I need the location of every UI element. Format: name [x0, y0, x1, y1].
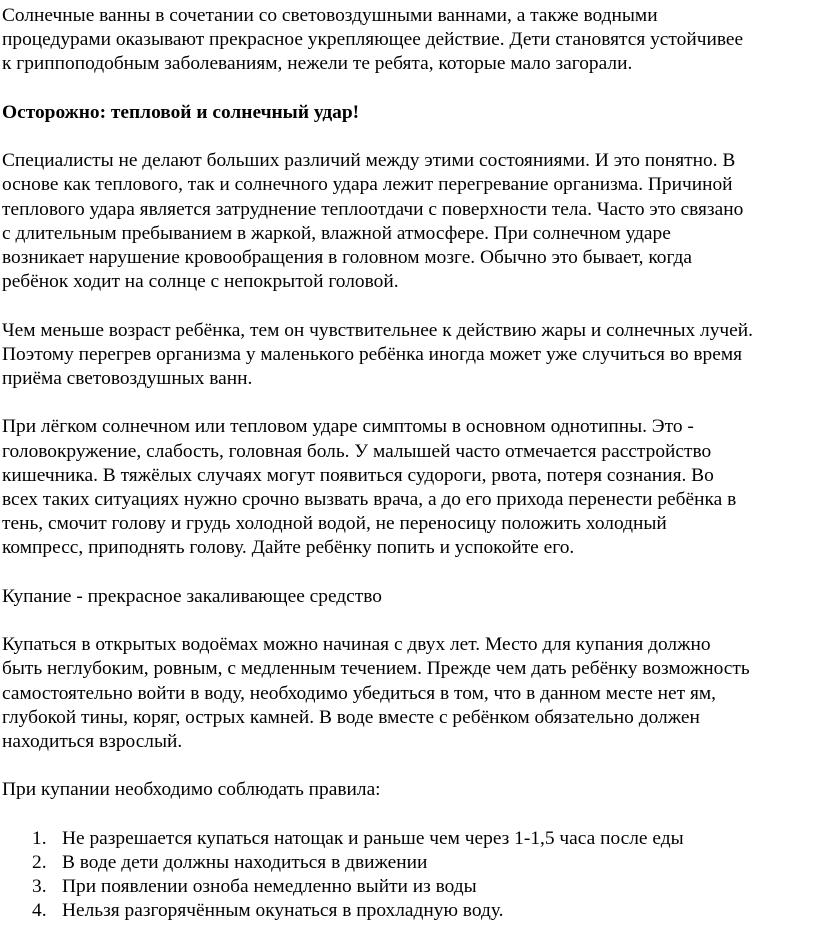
paragraph-symptoms-first-aid: При лёгком солнечном или тепловом ударе симптомы в основном однотипны. Это - головокружение, слабость, головная боль. У малышей часто отмечается расстройство кишечника. В тяжёлых случаях могут появиться судороги, рвота, потеря сознания. Во всех таких ситуациях нужно срочно вызвать врача, а до его прихода перенести ребёнка в тень, смочит голову и грудь холодной водой, не переносицу положить холодный компресс, приподнять голову. Дайте ребёнку попить и успокойте его. — [2, 416, 737, 559]
bathing-rules-list — [2, 827, 816, 924]
paragraph-child-age-sensitivity: Чем меньше возраст ребёнка, тем он чувствительнее к действию жары и солнечных лучей. Поэтому перегрев организма у маленького ребёнка иногда может уже случиться во время приёма световоздушных ванн. — [2, 319, 753, 389]
list-item-text: Не разрешается купаться натощак и раньше чем через 1-1,5 часа после еды — [62, 827, 684, 849]
paragraph-heat-stroke-causes: Специалисты не делают больших различий между этими состояниями. И это понятно. В основе как теплового, так и солнечного удара лежит перегревание организма. Причиной теплового удара является затруднение теплоотдачи с поверхности тела. Часто это связано с длительным пребыванием в жаркой, влажной атмосфере. При солнечном ударе возникает нарушение кровообращения в головном мозге. Обычно это бывает, когда ребёнок ходит на солнце с непокрытой головой. — [2, 150, 744, 293]
list-item-number: 2. — [32, 851, 47, 873]
list-item-number: 4. — [32, 900, 47, 922]
list-item-number: 3. — [32, 876, 47, 898]
list-item-text: В воде дети должны находиться в движении — [62, 851, 428, 873]
list-item-number: 1. — [32, 827, 47, 849]
paragraph-rules-intro: При купании необходимо соблюдать правила: — [2, 779, 381, 801]
list-item — [2, 827, 816, 851]
paragraph-sun-baths: Солнечные ванны в сочетании со световоздушными ваннами, а также водными процедурами оказывают прекрасное укрепляющее действие. Дети становятся устойчивее к гриппоподобным заболеваниям, нежели те ребята, которые мало загорали. — [2, 5, 744, 75]
list-item — [2, 899, 816, 923]
list-item-text: Нельзя разгорячённым окунаться в прохладную воду. — [62, 900, 504, 922]
list-item — [2, 851, 816, 875]
paragraph-open-water-bathing: Купаться в открытых водоёмах можно начиная с двух лет. Место для купания должно быть неглубоким, ровным, с медленным течением. Прежде чем дать ребёнку возможность самостоятельно войти в воду, необходимо убедиться в том, что в данном месте нет ям, глубокой тины, коряг, острых камней. В воде вместе с ребёнком обязательно должен находиться взрослый. — [2, 634, 750, 752]
list-item-text: При появлении озноба немедленно выйти из воды — [62, 876, 477, 898]
list-item — [2, 875, 816, 899]
heading-heat-stroke-warning: Осторожно: тепловой и солнечный удар! — [2, 101, 360, 123]
heading-bathing: Купание - прекрасное закаливающее средство — [2, 585, 382, 607]
